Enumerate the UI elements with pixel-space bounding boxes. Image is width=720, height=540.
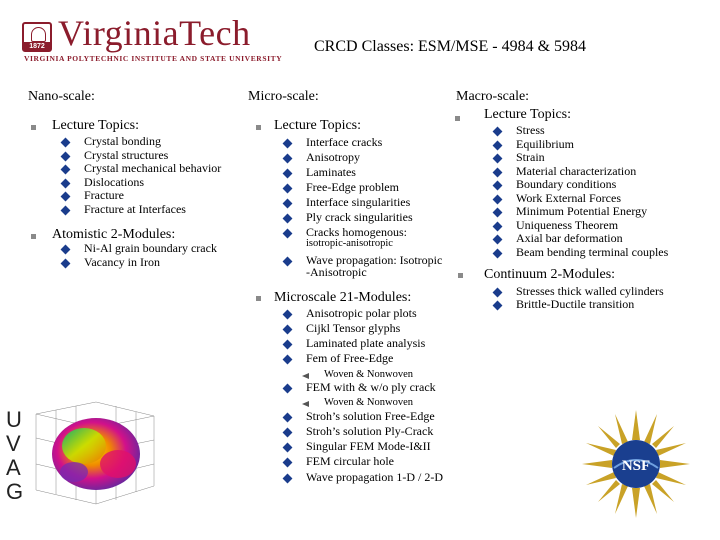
- list-item-continuation: isotropic-anisotropic: [306, 238, 393, 249]
- nano-heading: Nano-scale:: [28, 89, 95, 104]
- diamond-bullet-icon: [283, 184, 293, 194]
- diamond-bullet-icon: [61, 259, 71, 269]
- vt-seal-icon: [22, 22, 52, 52]
- bullet-square-icon: [458, 273, 463, 278]
- diamond-bullet-icon: [493, 181, 503, 191]
- diamond-bullet-icon: [283, 443, 293, 453]
- diamond-bullet-icon: [61, 245, 71, 255]
- diamond-bullet-icon: [283, 340, 293, 350]
- diamond-bullet-icon: [493, 235, 503, 245]
- nano-lecture-label: Lecture Topics:: [52, 118, 140, 133]
- diamond-bullet-icon: [493, 194, 503, 204]
- micro-lecture-label: Lecture Topics:: [274, 118, 362, 133]
- diamond-bullet-icon: [493, 208, 503, 218]
- diamond-bullet-icon: [283, 310, 293, 320]
- uvag-logo: [6, 408, 23, 504]
- bullet-square-icon: [256, 296, 261, 301]
- diamond-bullet-icon: [283, 458, 293, 468]
- diamond-bullet-icon: [283, 428, 293, 438]
- diamond-bullet-icon: [61, 178, 71, 188]
- diamond-bullet-icon: [283, 139, 293, 149]
- diamond-bullet-icon: [283, 257, 293, 267]
- crest-icon: [31, 27, 46, 42]
- micro-heading: Micro-scale:: [248, 89, 319, 104]
- logo-wordmark: VirginiaTech: [58, 13, 251, 53]
- diamond-bullet-icon: [283, 474, 293, 484]
- diamond-bullet-icon: [283, 229, 293, 239]
- diamond-bullet-icon: [283, 199, 293, 209]
- diamond-bullet-icon: [493, 140, 503, 150]
- diamond-bullet-icon: [61, 151, 71, 161]
- uvag-letter: A: [6, 455, 21, 480]
- diamond-bullet-icon: [493, 167, 503, 177]
- arrow-bullet-icon: [302, 401, 309, 407]
- bullet-square-icon: [455, 116, 460, 121]
- logo-year: 1872: [24, 42, 50, 51]
- macro-heading: Macro-scale:: [456, 89, 530, 104]
- list-item-continuation: -Anisotropic: [306, 265, 367, 279]
- diamond-bullet-icon: [283, 154, 293, 164]
- nsf-logo-icon: [582, 410, 690, 518]
- diamond-bullet-icon: [493, 301, 503, 311]
- micro-modules-label: Microscale 21-Modules:: [274, 290, 412, 305]
- logo-subtitle: VIRGINIA POLYTECHNIC INSTITUTE AND STATE UNIVERSITY: [24, 54, 283, 63]
- macro-modules-label: Continuum 2-Modules:: [484, 267, 616, 282]
- diamond-bullet-icon: [61, 205, 71, 215]
- bullet-square-icon: [31, 234, 36, 239]
- uvag-letter: G: [6, 479, 24, 504]
- diamond-bullet-icon: [283, 169, 293, 179]
- diamond-bullet-icon: [283, 413, 293, 423]
- diamond-bullet-icon: [283, 325, 293, 335]
- diamond-bullet-icon: [283, 214, 293, 224]
- diamond-bullet-icon: [493, 154, 503, 164]
- diamond-bullet-icon: [493, 288, 503, 298]
- polar-plot-image: [26, 394, 162, 512]
- diamond-bullet-icon: [493, 127, 503, 137]
- bullet-square-icon: [31, 125, 36, 130]
- bullet-square-icon: [256, 125, 261, 130]
- nano-modules-label: Atomistic 2-Modules:: [52, 227, 176, 242]
- nsf-text: NSF: [621, 458, 651, 474]
- diamond-bullet-icon: [61, 138, 71, 148]
- uvag-letter: V: [6, 431, 21, 456]
- diamond-bullet-icon: [283, 355, 293, 365]
- uvag-letter: U: [6, 407, 22, 432]
- macro-lecture-label: Lecture Topics:: [484, 107, 572, 122]
- page-title: CRCD Classes: ESM/MSE - 4984 & 5984: [314, 38, 587, 55]
- diamond-bullet-icon: [283, 384, 293, 394]
- arrow-bullet-icon: [302, 373, 309, 379]
- diamond-bullet-icon: [61, 192, 71, 202]
- diamond-bullet-icon: [493, 248, 503, 258]
- diamond-bullet-icon: [493, 221, 503, 231]
- diamond-bullet-icon: [61, 165, 71, 175]
